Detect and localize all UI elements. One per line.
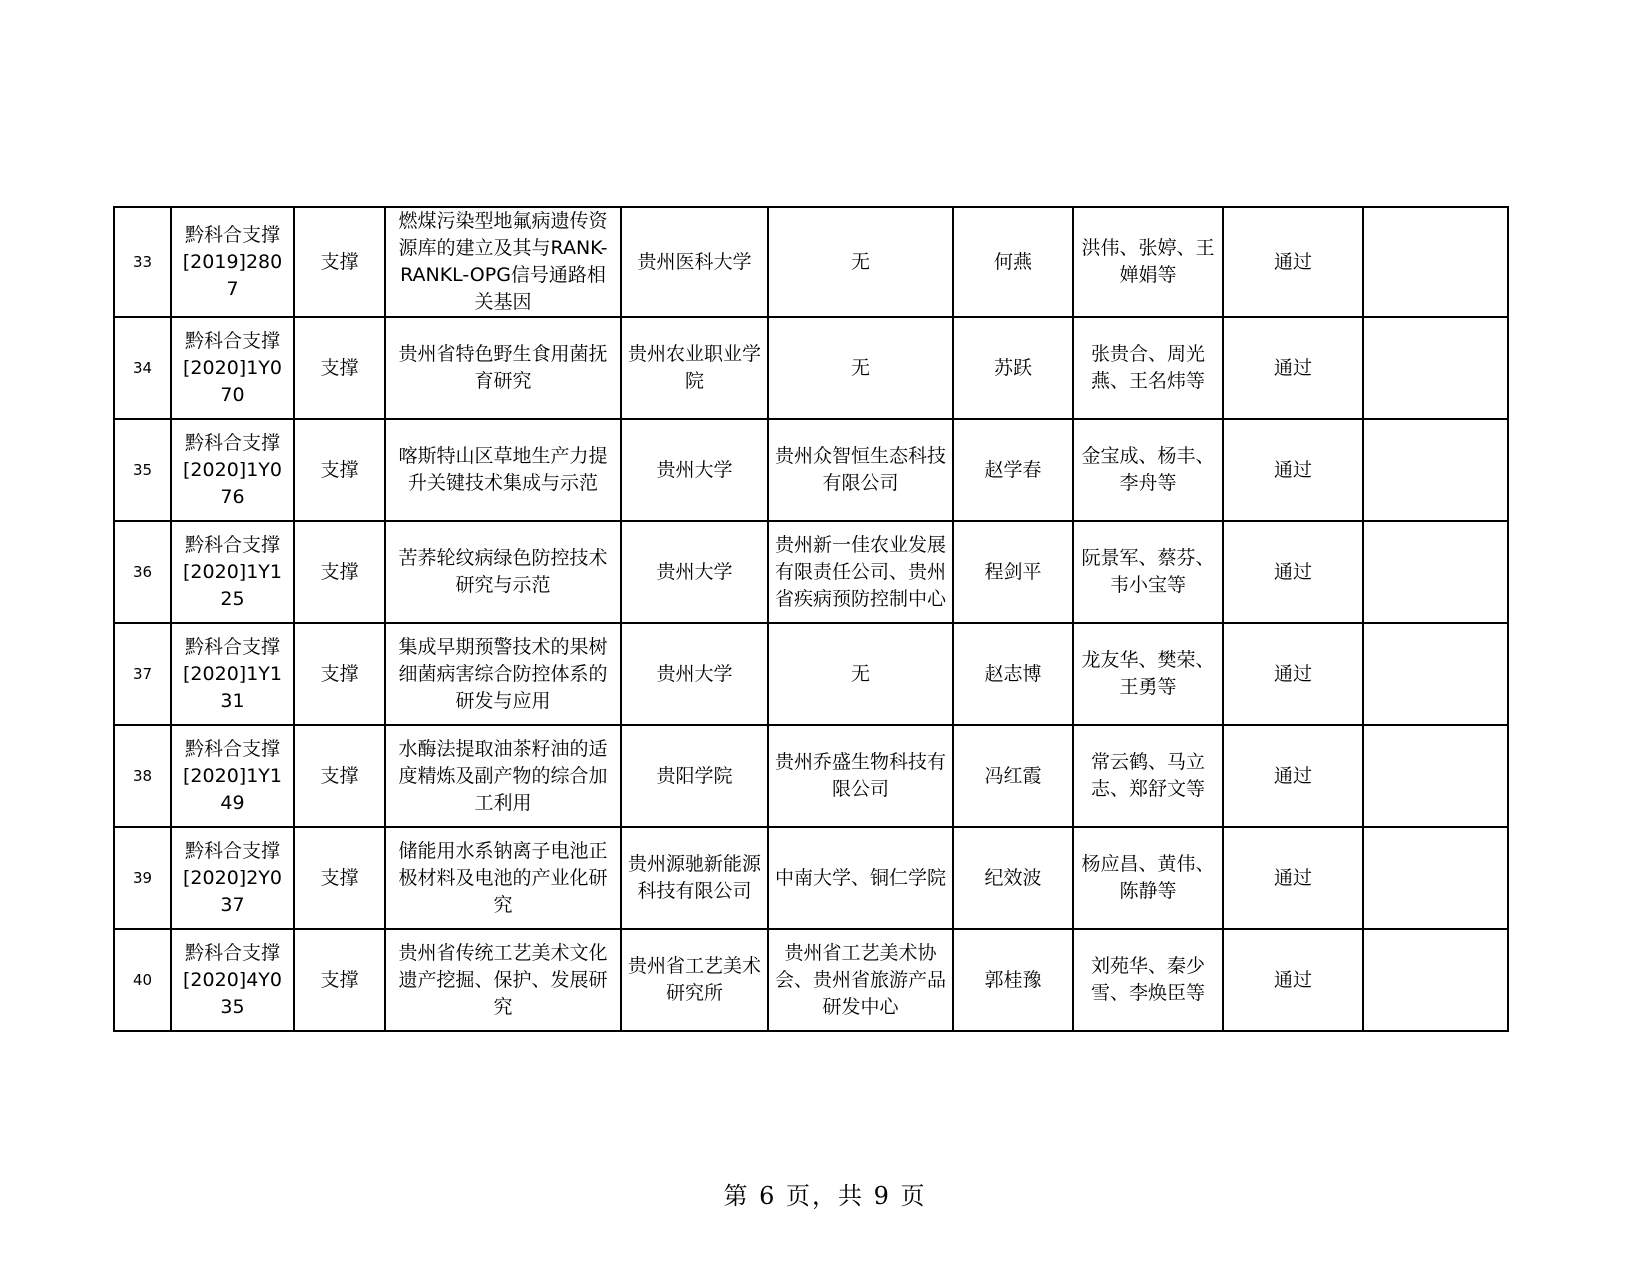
review-result: 通过 [1223,623,1363,725]
partner-unit: 贵州众智恒生态科技有限公司 [768,419,953,521]
review-result: 通过 [1223,521,1363,623]
lead-unit: 贵州大学 [621,419,768,521]
partner-unit: 贵州省工艺美术协会、贵州省旅游产品研发中心 [768,929,953,1031]
project-code: 黔科合支撑[2020]1Y149 [171,725,294,827]
project-name: 集成早期预警技术的果树细菌病害综合防控体系的研发与应用 [385,623,621,725]
lead-unit: 贵州医科大学 [621,207,768,317]
project-name: 喀斯特山区草地生产力提升关键技术集成与示范 [385,419,621,521]
project-code: 黔科合支撑[2020]1Y070 [171,317,294,419]
project-name: 贵州省传统工艺美术文化遗产挖掘、保护、发展研究 [385,929,621,1031]
lead-unit: 贵州农业职业学院 [621,317,768,419]
project-type: 支撑 [294,827,385,929]
review-result: 通过 [1223,725,1363,827]
row-number: 37 [114,623,171,725]
team-members: 刘苑华、秦少雪、李焕臣等 [1073,929,1223,1031]
lead-unit: 贵州源驰新能源科技有限公司 [621,827,768,929]
lead-unit: 贵州大学 [621,521,768,623]
lead-unit: 贵州省工艺美术研究所 [621,929,768,1031]
table-row [114,929,1508,1031]
row-number: 39 [114,827,171,929]
partner-unit: 贵州乔盛生物科技有限公司 [768,725,953,827]
project-name: 水酶法提取油茶籽油的适度精炼及副产物的综合加工利用 [385,725,621,827]
remark-cell [1363,521,1508,623]
partner-unit: 无 [768,207,953,317]
project-code: 黔科合支撑[2020]1Y076 [171,419,294,521]
partner-unit: 贵州新一佳农业发展有限责任公司、贵州省疾病预防控制中心 [768,521,953,623]
row-number: 40 [114,929,171,1031]
project-leader: 纪效波 [953,827,1073,929]
remark-cell [1363,827,1508,929]
table-row [114,521,1508,623]
project-code: 黔科合支撑[2019]2807 [171,207,294,317]
table-row [114,827,1508,929]
remark-cell [1363,207,1508,317]
page-number-footer: 第 6 页，共 9 页 [723,1182,927,1210]
project-type: 支撑 [294,317,385,419]
project-code: 黔科合支撑[2020]2Y037 [171,827,294,929]
remark-cell [1363,725,1508,827]
partner-unit: 中南大学、铜仁学院 [768,827,953,929]
table-row [114,207,1508,317]
project-leader: 赵志博 [953,623,1073,725]
project-type: 支撑 [294,623,385,725]
project-name: 贵州省特色野生食用菌抚育研究 [385,317,621,419]
project-leader: 赵学春 [953,419,1073,521]
row-number: 38 [114,725,171,827]
project-table [113,206,1509,1032]
project-name: 燃煤污染型地氟病遗传资源库的建立及其与RANK-RANKL-OPG信号通路相关基因 [385,207,621,317]
row-number: 35 [114,419,171,521]
table-body [114,207,1508,1031]
project-type: 支撑 [294,419,385,521]
lead-unit: 贵州大学 [621,623,768,725]
project-leader: 冯红霞 [953,725,1073,827]
table-row [114,623,1508,725]
table-row [114,419,1508,521]
team-members: 杨应昌、黄伟、陈静等 [1073,827,1223,929]
remark-cell [1363,623,1508,725]
table-row [114,725,1508,827]
project-type: 支撑 [294,521,385,623]
review-result: 通过 [1223,929,1363,1031]
project-type: 支撑 [294,929,385,1031]
row-number: 34 [114,317,171,419]
project-code: 黔科合支撑[2020]1Y125 [171,521,294,623]
remark-cell [1363,419,1508,521]
row-number: 33 [114,207,171,317]
project-leader: 何燕 [953,207,1073,317]
team-members: 洪伟、张婷、王婵娟等 [1073,207,1223,317]
team-members: 常云鹤、马立志、郑舒文等 [1073,725,1223,827]
project-code: 黔科合支撑[2020]4Y035 [171,929,294,1031]
project-leader: 苏跃 [953,317,1073,419]
review-result: 通过 [1223,419,1363,521]
team-members: 阮景军、蔡芬、韦小宝等 [1073,521,1223,623]
project-type: 支撑 [294,207,385,317]
remark-cell [1363,929,1508,1031]
team-members: 张贵合、周光燕、王名炜等 [1073,317,1223,419]
project-type: 支撑 [294,725,385,827]
review-result: 通过 [1223,827,1363,929]
project-leader: 程剑平 [953,521,1073,623]
team-members: 金宝成、杨丰、李舟等 [1073,419,1223,521]
partner-unit: 无 [768,623,953,725]
project-name: 储能用水系钠离子电池正极材料及电池的产业化研究 [385,827,621,929]
project-leader: 郭桂豫 [953,929,1073,1031]
partner-unit: 无 [768,317,953,419]
team-members: 龙友华、樊荣、王勇等 [1073,623,1223,725]
project-code: 黔科合支撑[2020]1Y131 [171,623,294,725]
review-result: 通过 [1223,317,1363,419]
review-result: 通过 [1223,207,1363,317]
table-row [114,317,1508,419]
row-number: 36 [114,521,171,623]
project-name: 苦荞轮纹病绿色防控技术研究与示范 [385,521,621,623]
lead-unit: 贵阳学院 [621,725,768,827]
remark-cell [1363,317,1508,419]
